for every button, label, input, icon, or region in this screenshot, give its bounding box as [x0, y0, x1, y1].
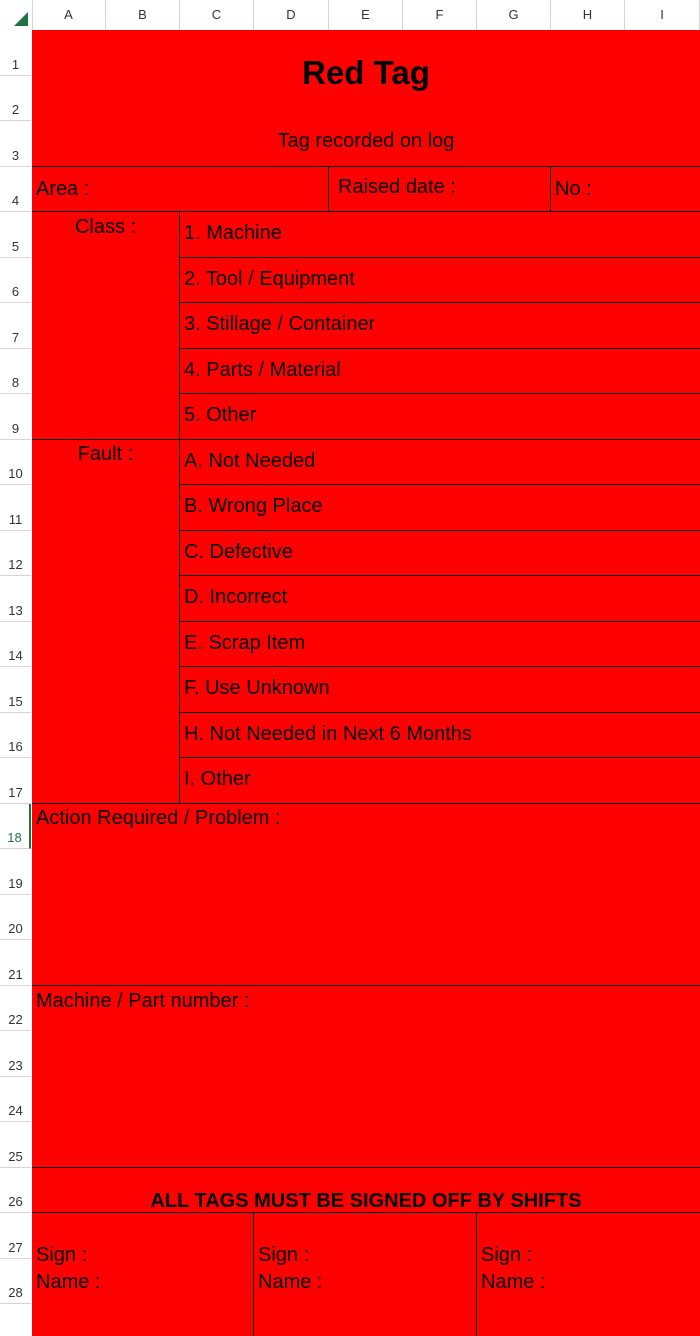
border-line — [253, 1212, 254, 1336]
row-header[interactable]: 24 — [0, 1077, 31, 1122]
row-header[interactable]: 13 — [0, 576, 31, 622]
fault-item: F. Use Unknown — [184, 677, 330, 699]
select-all-corner[interactable] — [0, 0, 33, 30]
sign-label-2: Sign : — [258, 1244, 310, 1266]
class-item: 2. Tool / Equipment — [184, 268, 355, 290]
row-header-bar — [0, 30, 33, 1336]
row-header[interactable]: 21 — [0, 940, 31, 986]
row-header[interactable]: 14 — [0, 622, 31, 667]
column-header-i[interactable]: I — [625, 0, 700, 30]
raised-date-label: Raised date : — [338, 176, 456, 198]
tag-recorded-text: Tag recorded on log — [277, 130, 455, 152]
border-line — [32, 803, 700, 804]
row-header[interactable]: 7 — [0, 303, 31, 349]
border-line — [180, 530, 700, 531]
fault-item: C. Defective — [184, 541, 293, 563]
border-line — [32, 211, 700, 212]
column-header-a[interactable]: A — [32, 0, 106, 30]
column-header-e[interactable]: E — [329, 0, 403, 30]
row-header[interactable]: 22 — [0, 986, 31, 1031]
row-header[interactable]: 6 — [0, 258, 31, 303]
row-header[interactable]: 2 — [0, 76, 31, 121]
border-line — [32, 439, 700, 440]
fault-item: B. Wrong Place — [184, 495, 323, 517]
action-required-label: Action Required / Problem : — [36, 807, 281, 829]
row-header[interactable]: 10 — [0, 440, 31, 485]
fault-item: A. Not Needed — [184, 450, 316, 472]
row-header[interactable]: 11 — [0, 485, 31, 531]
row-header-selected[interactable]: 18 — [0, 804, 31, 849]
border-line — [180, 257, 700, 258]
machine-part-label: Machine / Part number : — [36, 990, 250, 1012]
column-header-h[interactable]: H — [551, 0, 625, 30]
sign-label-3: Sign : — [481, 1244, 533, 1266]
row-header[interactable]: 1 — [0, 30, 31, 76]
column-header-c[interactable]: C — [180, 0, 254, 30]
border-line — [180, 757, 700, 758]
fault-item: E. Scrap Item — [184, 632, 306, 654]
fault-item: D. Incorrect — [184, 586, 288, 608]
column-header-g[interactable]: G — [477, 0, 551, 30]
number-label: No : — [555, 178, 592, 200]
name-label-2: Name : — [258, 1271, 323, 1293]
row-header[interactable]: 27 — [0, 1213, 31, 1259]
row-header[interactable]: 23 — [0, 1031, 31, 1077]
border-line — [180, 484, 700, 485]
row-header[interactable]: 5 — [0, 212, 31, 258]
border-line — [32, 1167, 700, 1168]
area-label: Area : — [36, 178, 90, 200]
border-line — [550, 166, 551, 212]
sign-label-1: Sign : — [36, 1244, 88, 1266]
border-line — [180, 302, 700, 303]
row-header[interactable]: 4 — [0, 167, 31, 212]
border-line — [328, 166, 329, 212]
row-header[interactable]: 16 — [0, 713, 31, 758]
red-tag-sheet[interactable] — [32, 30, 700, 1336]
select-all-triangle-icon — [14, 12, 28, 26]
signoff-notice: ALL TAGS MUST BE SIGNED OFF BY SHIFTS — [150, 1190, 582, 1212]
border-line — [476, 1212, 477, 1336]
border-line — [180, 393, 700, 394]
class-label: Class : — [74, 216, 137, 238]
class-item: 3. Stillage / Container — [184, 313, 376, 335]
row-header[interactable]: 8 — [0, 349, 31, 394]
row-header[interactable]: 26 — [0, 1168, 31, 1213]
border-line — [180, 348, 700, 349]
row-header[interactable]: 15 — [0, 667, 31, 713]
class-item: 1. Machine — [184, 222, 282, 244]
border-line — [32, 985, 700, 986]
row-header[interactable]: 28 — [0, 1259, 31, 1304]
column-header-d[interactable]: D — [254, 0, 329, 30]
fault-label: Fault : — [77, 443, 134, 465]
border-line — [32, 166, 700, 167]
class-item: 4. Parts / Material — [184, 359, 341, 381]
column-header-f[interactable]: F — [403, 0, 477, 30]
fault-item: I. Other — [184, 768, 251, 790]
border-line — [179, 211, 180, 804]
row-header[interactable]: 25 — [0, 1122, 31, 1168]
column-header-b[interactable]: B — [106, 0, 180, 30]
fault-item: H. Not Needed in Next 6 Months — [184, 723, 472, 745]
row-header[interactable]: 3 — [0, 121, 31, 167]
name-label-1: Name : — [36, 1271, 101, 1293]
page-title: Red Tag — [302, 54, 430, 91]
row-header[interactable]: 19 — [0, 849, 31, 895]
class-item: 5. Other — [184, 404, 257, 426]
border-line — [180, 666, 700, 667]
border-line — [180, 712, 700, 713]
row-header[interactable]: 9 — [0, 394, 31, 440]
row-header[interactable]: 12 — [0, 531, 31, 576]
name-label-3: Name : — [481, 1271, 546, 1293]
row-header[interactable]: 20 — [0, 895, 31, 940]
border-line — [180, 621, 700, 622]
border-line — [180, 575, 700, 576]
column-header-bar — [0, 0, 700, 31]
row-header[interactable]: 17 — [0, 758, 31, 804]
